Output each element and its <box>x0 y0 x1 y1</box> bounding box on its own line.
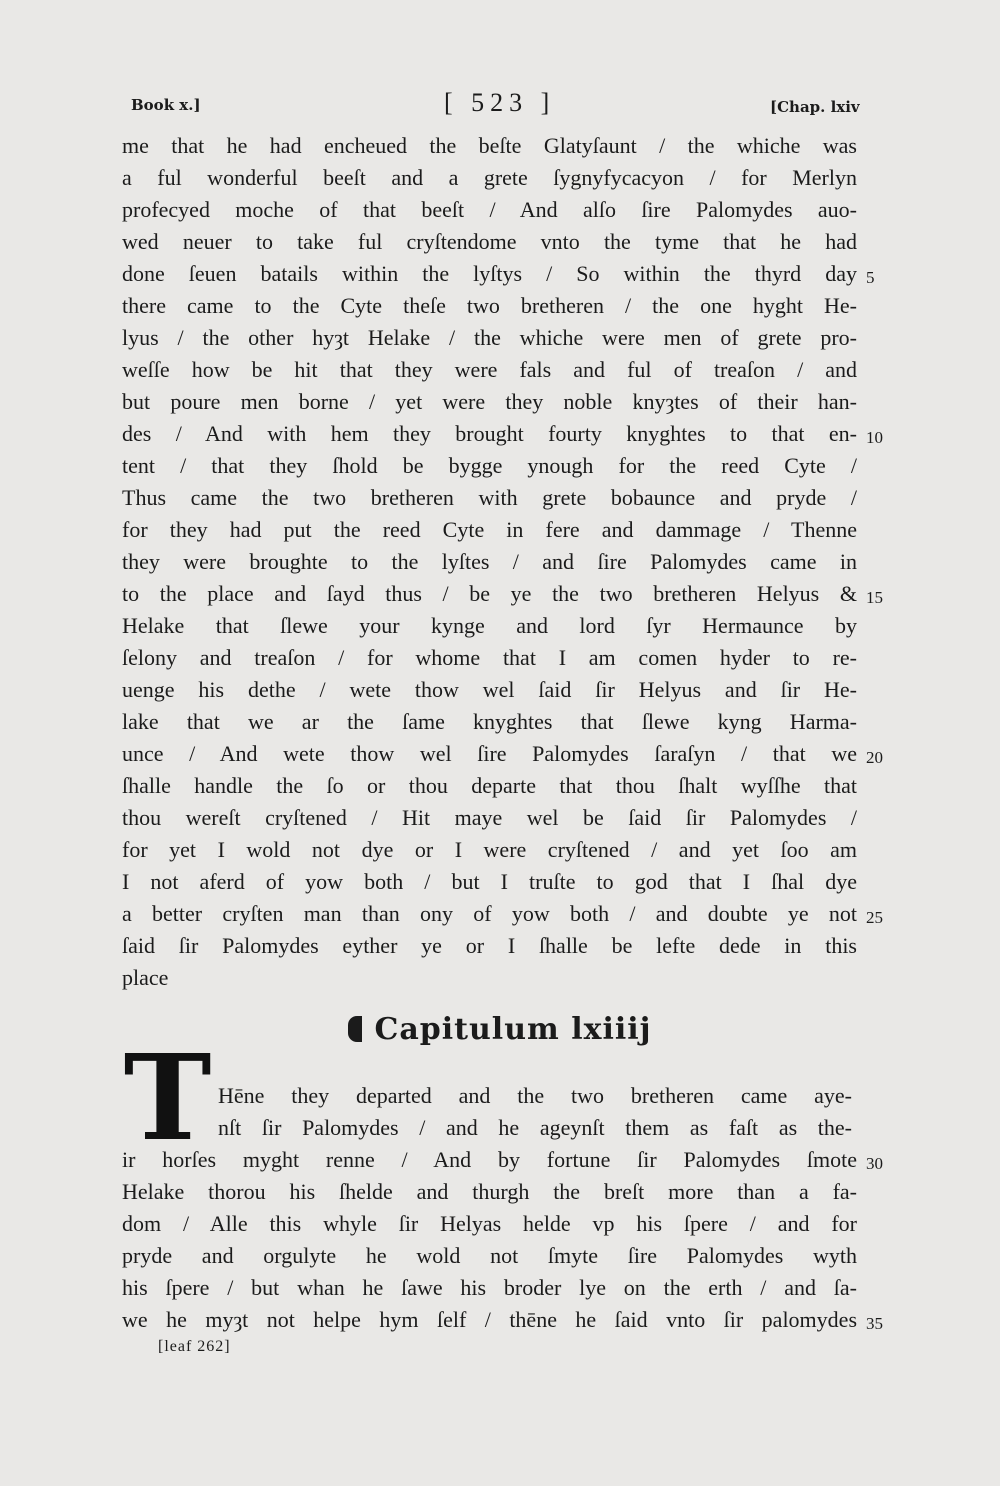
text-line: nſt ſir Palomydes / and he ageynſt them as faſt as the- <box>218 1115 852 1140</box>
line-number: 30 <box>866 1154 883 1173</box>
text-line: thou wereſt cryſtened / Hit maye wel be ſaid ſir Palomydes / <box>122 805 857 830</box>
text-line: Hēne they departed and the two bretheren came aye- <box>218 1083 852 1108</box>
text-line: a better cryſten man than ony of yow both / and doubte ye not <box>122 901 857 926</box>
text-line: to the place and ſayd thus / be ye the two bretheren Helyus & <box>122 581 857 606</box>
chapter-label: [Chap. lxiv <box>770 98 860 116</box>
text-line: for yet I wold not dye or I were cryſtened / and yet ſoo am <box>122 837 857 862</box>
text-line: lyus / the other hyȝt Helake / the whiche were men of grete pro- <box>122 325 857 350</box>
text-line: done ſeuen batails within the lyſtys / So within the thyrd day <box>122 261 857 286</box>
text-line: ſelony and treaſon / for whome that I am comen hyder to re- <box>122 645 857 670</box>
pilcrow-icon <box>348 1016 362 1042</box>
text-line: unce / And wete thow wel ſire Palomydes ſaraſyn / that we <box>122 741 857 766</box>
page-number: [ 523 ] <box>444 88 556 117</box>
drop-cap: T <box>123 1028 212 1167</box>
running-header <box>0 88 1000 118</box>
text-line: I not aferd of yow both / but I truſte to god that I ſhal dye <box>122 869 857 894</box>
text-line: a ful wonderful beeſt and a grete ſygnyfycacyon / for Merlyn <box>122 165 857 190</box>
line-number: 10 <box>866 428 883 447</box>
text-line: his ſpere / but whan he ſawe his broder lye on the erth / and ſa- <box>122 1275 857 1300</box>
text-line: for they had put the reed Cyte in fere and dammage / Thenne <box>122 517 857 542</box>
text-line: place <box>122 965 169 990</box>
text-line: tent / that they ſhold be bygge ynough for the reed Cyte / <box>122 453 857 478</box>
text-line: ſaid ſir Palomydes eyther ye or I ſhalle be lefte dede in this <box>122 933 857 958</box>
text-line: des / And with hem they brought fourty knyghtes to that en- <box>122 421 857 446</box>
text-line: they were broughte to the lyſtes / and ſire Palomydes came in <box>122 549 857 574</box>
leaf-note: [leaf 262] <box>158 1338 231 1355</box>
line-number: 15 <box>866 588 883 607</box>
book-label: Book x.] <box>131 96 201 114</box>
text-line: pryde and orgulyte he wold not ſmyte ſire Palomydes wyth <box>122 1243 857 1268</box>
chapter-heading-text: Capitulum lxiiij <box>374 1012 652 1047</box>
text-line: ir horſes myght renne / And by fortune ſir Palomydes ſmote <box>122 1147 857 1172</box>
text-line: Helake that ſlewe your kynge and lord ſyr Hermaunce by <box>122 613 857 638</box>
text-line: Thus came the two bretheren with grete bobaunce and pryde / <box>122 485 857 510</box>
text-line: lake that we ar the ſame knyghtes that ſlewe kyng Harma- <box>122 709 857 734</box>
text-line: Helake thorou his ſhelde and thurgh the breſt more than a fa- <box>122 1179 857 1204</box>
text-line: uenge his dethe / wete thow wel ſaid ſir Helyus and ſir He- <box>122 677 857 702</box>
text-line: there came to the Cyte theſe two bretheren / the one hyght He- <box>122 293 857 318</box>
text-line: weſſe how be hit that they were fals and ful of treaſon / and <box>122 357 857 382</box>
line-number: 25 <box>866 908 883 927</box>
line-number: 35 <box>866 1314 883 1333</box>
text-line: but poure men borne / yet were they noble knyȝtes of their han- <box>122 389 857 414</box>
text-line: profecyed moche of that beeſt / And alſo ſire Palomydes auo- <box>122 197 857 222</box>
text-line: dom / Alle this whyle ſir Helyas helde vp his ſpere / and for <box>122 1211 857 1236</box>
text-line: we he myȝt not helpe hym ſelf / thēne he ſaid vnto ſir palomydes <box>122 1307 857 1332</box>
text-line: ſhalle handle the ſo or thou departe that thou ſhalt wyſſhe that <box>122 773 857 798</box>
text-line: me that he had encheued the beſte Glatyſaunt / the whiche was <box>122 133 857 158</box>
line-number: 5 <box>866 268 875 287</box>
text-line: wed neuer to take ful cryſtendome vnto the tyme that he had <box>122 229 857 254</box>
line-number: 20 <box>866 748 883 767</box>
